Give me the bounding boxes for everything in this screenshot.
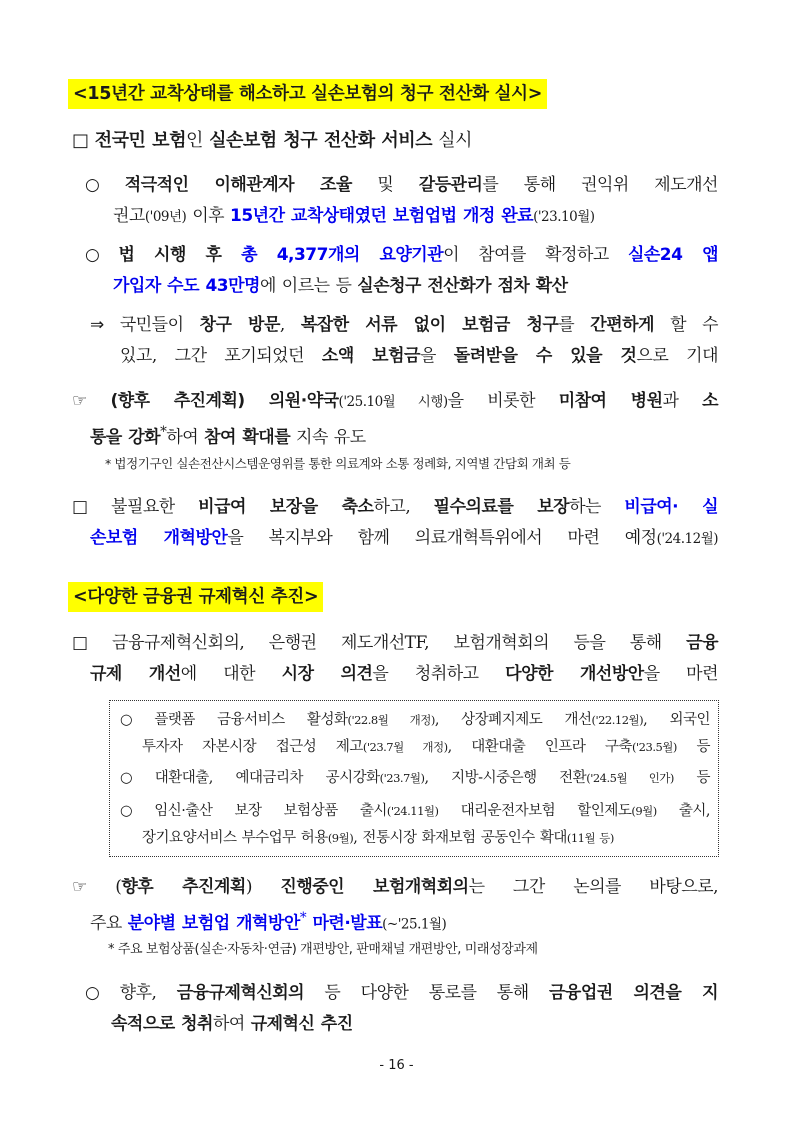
bold-text: 참여 확대를 [204,427,291,448]
text-line [72,386,718,417]
text: 에 대한 [180,664,282,684]
text: 에 이르는 등 [259,276,358,296]
examples-box [109,700,719,857]
text: 이후 [186,206,230,226]
text-line [85,978,718,1009]
bold-text: 진행중인 보험개혁회의 [280,877,469,897]
text-line [72,659,718,690]
text: 하는 [569,497,625,517]
bold-text: 향후 추진계획 [121,877,246,897]
date-text: ('23.7월) [379,771,425,785]
bold-text: 복잡한 서류 없이 보험금 청구 [300,315,559,335]
date-text: (~'25.1월) [382,916,447,933]
text: 실시 [432,130,473,151]
date-text: ('23.7월 개정) [362,740,448,754]
paragraph-stakeholder-coordination [85,170,718,232]
bold-text: 통을 강화 [90,427,161,448]
text: 를 통해 권익위 제도개선 [482,175,718,195]
text: 인 [185,130,210,151]
text-line [72,903,718,934]
highlight-text: 마련·발표 [306,913,383,934]
text: 하고, [373,497,434,517]
paragraph-market-opinions [72,628,718,690]
bold-text: 금융 [686,633,718,653]
circle-bullet-icon: ○ [120,803,133,819]
date-text: (9월) [327,831,354,845]
date-text: ('25.10월 시행) [338,394,448,410]
bold-text: 미참여 병원 [558,391,663,411]
text: 을 마련 [643,664,719,684]
text: 임신·출산 보장 보험상품 출시 [154,803,387,819]
text: 투자자 자본시장 접근성 제고 [142,739,363,755]
paragraph-continuous-listening [85,978,718,1040]
text: 대환대출, 예대금리차 공시강화 [154,770,380,786]
bold-text: 소액 보험금 [321,346,420,366]
text: 를 [558,315,591,335]
text: , 상장폐지제도 개선 [434,712,592,728]
pointing-hand-icon: ☞ [72,877,87,897]
square-bullet-icon: □ [72,633,88,653]
bold-text: 비급여 보장을 축소 [198,497,374,517]
bold-text: 규제 개선 [90,664,181,684]
highlight-text: 15년간 교착상태였던 보험업법 개정 완료 [229,206,534,226]
circle-bullet-icon: ○ [85,983,100,1003]
text: 권고 [113,206,145,226]
text: 으로 기대 [636,346,719,366]
bold-text: 창구 방문 [199,315,280,335]
text-line [72,523,718,554]
text: 플랫폼 금융서비스 활성화 [154,712,348,728]
text-line [120,798,710,825]
section-title-regulatory-innovation: <다양한 금융권 규제혁신 추진> [68,582,323,612]
text: 대리운전자보험 할인제도 [438,803,632,819]
text: 을 비롯한 [447,391,559,411]
text: 장기요양서비스 부수업무 허용 [142,830,328,846]
text: 하여 [166,427,205,448]
text-line [85,201,718,232]
text-line [120,825,710,852]
highlight-text: 손보험 개혁방안 [90,528,228,548]
text: 하여 [212,1014,251,1034]
text: , 외국인 [643,712,711,728]
date-text: (11월 등) [566,831,614,845]
bold-text: 실손청구 전산화가 점차 확산 [357,276,568,296]
text: 을 [419,346,454,366]
text: , [279,315,301,335]
text: , 지방-시중은행 전환 [424,770,587,786]
text: ( [115,877,122,897]
circle-bullet-icon: ○ [85,175,100,195]
bold-text: 금융업권 의견을 지 [548,983,718,1003]
text-line [85,271,718,302]
text: 국민들이 [119,315,200,335]
bold-text: 시장 의견 [281,664,373,684]
bold-text: 소 [702,391,719,411]
footnote-mark: * [299,910,307,926]
pointing-hand-icon: ☞ [72,391,87,411]
text: 는 그간 논의를 바탕으로, [468,877,718,897]
text: 과 [662,391,703,411]
text: ) [245,877,281,897]
bold-text: 법 시행 후 [118,245,242,265]
text: 등 [676,739,710,755]
text: 등 다양한 통로를 통해 [304,983,549,1003]
paragraph-non-covered-reform [72,492,718,554]
date-text: ('24.11월) [386,804,439,818]
text-line [85,240,718,271]
bold-text: 갈등관리 [418,175,483,195]
text: 할 수 [654,315,718,335]
date-text: ('24.5월 인가) [586,771,674,785]
date-text: ('09년) [144,209,187,225]
text-line [90,310,718,341]
bold-text: 돌려받을 수 있을 것 [453,346,637,366]
bold-text: 간편하게 [590,315,654,335]
text: 금융규제혁신회의, 은행권 제도개선TF, 보험개혁회의 등을 통해 [112,633,687,653]
arrow-icon: ⇒ [90,315,104,335]
text-line [72,417,718,448]
text: 있고, 그간 포기되었던 [120,346,322,366]
text-line [85,1009,718,1040]
bold-text: (향후 추진계획) 의원·약국 [110,391,339,411]
text-line [120,734,710,761]
text: 지속 유도 [290,427,366,448]
date-text: ('23.10월) [533,209,595,225]
footnote-1: * 법정기구인 실손전산시스템운영위를 통한 의료계와 소통 정례화, 지역별 간담회 개최 등 [105,456,571,471]
text: 등 [673,770,710,786]
highlight-text: 실손24 앱 [627,245,719,265]
example-item-3 [120,798,710,852]
bold-text: 다양한 개선방안 [505,664,644,684]
paragraph-future-plan-1 [72,386,718,448]
text-line [72,125,732,156]
text: 및 [351,175,419,195]
text-line [90,341,718,372]
circle-bullet-icon: ○ [120,770,133,786]
highlight-text: 총 4,377개의 요양기관 [241,245,444,265]
date-text: ('24.12월) [656,531,718,547]
text: 출시, [656,803,710,819]
text-line [120,765,710,792]
highlight-text: 비급여· 실 [624,497,718,517]
text-line [120,707,710,734]
date-text: ('22.8월 개정) [347,713,435,727]
bold-text: 규제혁신 추진 [250,1014,353,1034]
circle-bullet-icon: ○ [120,712,133,728]
bold-text: 실손보험 청구 전산화 서비스 [209,130,433,151]
text: , 전통시장 화재보험 공동인수 확대 [353,830,567,846]
bold-text: 적극적인 이해관계자 조율 [124,175,352,195]
date-text: (9월) [631,804,657,818]
square-bullet-icon: □ [72,497,88,517]
text-line [72,872,718,903]
bold-text: 금융규제혁신회의 [176,983,305,1003]
example-item-2 [120,765,710,792]
bold-text: 전국민 보험 [94,130,186,151]
text-line [72,628,718,659]
bold-text: 속적으로 청취 [111,1014,213,1034]
date-text: ('23.5월) [632,740,677,754]
section-title-claims-digitization: <15년간 교착상태를 해소하고 실손보험의 청구 전산화 실시> [68,79,547,109]
highlight-text: 분야별 보험업 개혁방안 [127,913,300,934]
text-line [72,492,718,523]
text: 을 복지부와 함께 의료개혁특위에서 마련 예정 [227,528,657,548]
text: 향후, [119,983,177,1003]
date-text: ('22.12월) [591,713,644,727]
paragraph-expected-effect [90,310,718,372]
footnote-mark: * [160,424,167,440]
bold-text: 필수의료를 보장 [433,497,570,517]
highlight-text: 가입자 수도 43만명 [113,276,260,296]
example-item-1 [120,707,710,761]
paragraph-future-plan-2 [72,872,718,934]
text-line [85,170,718,201]
text: 을 청취하고 [372,664,506,684]
text: , 대환대출 인프라 구축 [447,739,633,755]
paragraph-nationwide-service [72,125,732,156]
square-bullet-icon: □ [72,130,89,151]
paragraph-law-enforcement [85,240,718,302]
text: 불필요한 [111,497,199,517]
circle-bullet-icon: ○ [85,245,100,265]
footnote-2: * 주요 보험상품(실손·자동차·연금) 개편방안, 판매채널 개편방안, 미래성장과제 [108,942,538,957]
page-number: - 16 - [379,1058,414,1073]
text: 이 참여를 확정하고 [443,245,628,265]
text: 주요 [90,913,128,934]
